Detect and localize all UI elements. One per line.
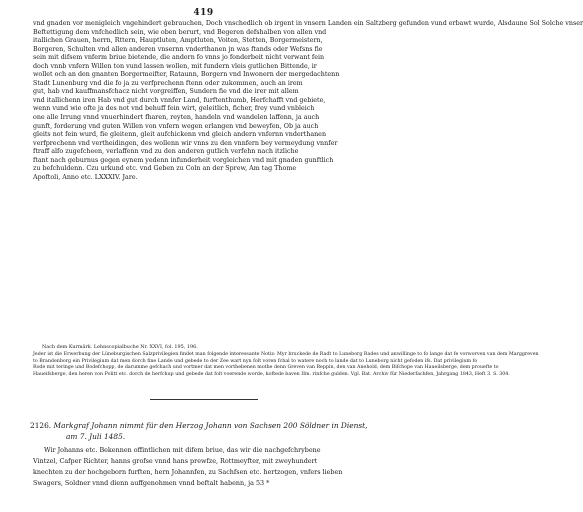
note-line: Rode mit teringe und Bodefchopp, de darumme gefchach und vortmer dat men vorthebenen mothe denn Greven van Reppin, den van Anehold, dem Bifchope van Haueilsberge, dem prouefte to [33,365,499,370]
text-line: itallichen Grauen, herrn, Rttern, Hauptluten, Amptluten, Voiten, Stetten, Borgermeistern, [33,37,323,45]
text-line: doch vnnb vnfern Willen ton vund lassen wollen, mit fundern vleis gutlichen Bittende, ir [33,62,317,70]
section-divider [150,399,258,400]
text-line: ftraff alfo zugefcheen, verlaffenn vnd zu den anderen gutlich verfehn nach itzliche [33,148,299,156]
text-line: ftant nach geburnus gegen eynem yedenn infunderheit vorgleichen vnd mit gnaden gunftlich [33,156,334,164]
text-line: gleits not fein wurd, fie gleitenn, gleit aufchickenn vnd gleich andern vnfernn vnderthanen [33,131,327,139]
note-line: to Brandenborg ein Privilegium dat men dorch fine Lande und gebede to der Zee wart nyn folt voren fchal to watere noch to lande dat to Luneborg nicht gefoden ifs. Dat privilegium fo [33,358,478,364]
text-line: Apoftoli, Anno etc. LXXXIV. Jare. [33,173,138,181]
note-line: Jeder ist die Erwerbung der Lüneburgischen Salzprivilegien findet man folgende interessante Notiz: Myr bruckede de Radt to Luneborg Rades und anwillinge to fo lange dat fe vorworven van dem Marggreven [33,352,539,357]
text-line: wollet och an den gnanten Borgermeifter, Rataunn, Borgern vnd Inwonern der mergedachtenn [33,71,340,79]
entry-number: 2126. [30,421,52,430]
text-line: wenn vund wie ofte ja des not vnd behuff fein wirt, geleitlich, ficher, frey vund vnbleich [33,105,315,113]
footnote [33,352,539,378]
heading-text: Markgraf Johann nimmt für den Herzog Johann von Sachsen 200 Söldner in Dienst, [53,421,368,430]
text-line: Beftettigung dem vnfchedlich sein, wie oben berurt, vnd Begeren defshalben von allen vnd [33,28,327,36]
text-line: verfprechenn vnd vertheidingen, des wollenn wir vnns zu den vnnfern bey vermeydung vnnfer [33,139,338,147]
text-line: Stadt Lunenburg vnd die fo ja zu verfprechenn ftenn oder zukommen, auch an irem [33,79,303,87]
text-line: gunft, forderung vnd guten Willen von vnfern wegen erlangen vnd beweyfen, Ob ja auch [33,122,319,130]
entry-text [33,445,377,489]
text-line: sein mit difsem vnferm briue bietende, die andern fo vnns jo fonderbeit nicht verwant fein [33,54,325,62]
text-line: zu befchuldenn. Czu urkund etc. vnd Geben zu Coln an der Sprew, Am tag Thome [33,165,297,173]
entry-heading [30,421,380,442]
source-citation: Nach dem Kurmärk. Lehnscopialbuche Nr. XXVI, fol. 195, 196. [42,344,198,350]
text-line: vnd gnaden vor menigleich vngehindert gebrauchen, Doch vnschedlich ob irgent in vnsern Landen ein Saltzberg gefunden vund erbawt wurde, Alsdaune Sol Solche vnser [33,20,583,27]
text-line: gut, hab vnd kauffmansfchacz nicht vorgreiffen, Sundern fie vnd die irer mit allem [33,88,299,96]
text-line: Vintzel, Cafper Richter, hanns grofse vnnd hans prewfze, Rottmeyfter, mit zweyhundert [33,457,318,465]
page-number: 419 [193,8,214,18]
text-line: vnd itallichenn iren Hab vnd gut durch vnnfer Land, furftenthumb, Herfchafft vnd gebiete, [33,96,326,104]
text-line: Borgeren, Schulten vnd allen anderen vnsernn vnderthanen jn was ftands oder Wefsns fie [33,45,323,53]
charter-text [33,20,583,182]
text-line: Swagers, Soldner vnnd dienn auffgenohmen vnnd beftalt habenn, ja 53 * [33,479,270,487]
text-line: Wir Johanns etc. Bekennen offintlichen mit difem briue, das wir die nachgefchrybene [44,446,321,454]
text-line: one alle Irrung vnnd vnuerhindert fharen, reyten, handeln vnd wandelen laffenn, ja auch [33,114,320,122]
heading-date: am 7. Juli 1485. [66,431,126,441]
text-line: knechten zu der hochgeborn furften, hern Johannfen, zu Sachfsen etc. hertzogen, vnfers lieben [33,468,343,476]
note-line: Haueifsberge, den heren von Politt etc. dorch de herfchup und gebede dat folt voerende worde, koftede baven IIm. rinfche gulden. Vgl. Bat. Archiv für Niederfachfen, Jahrgang 1843, Heft 3. S. 304. [33,371,510,377]
heading-line [30,421,380,432]
